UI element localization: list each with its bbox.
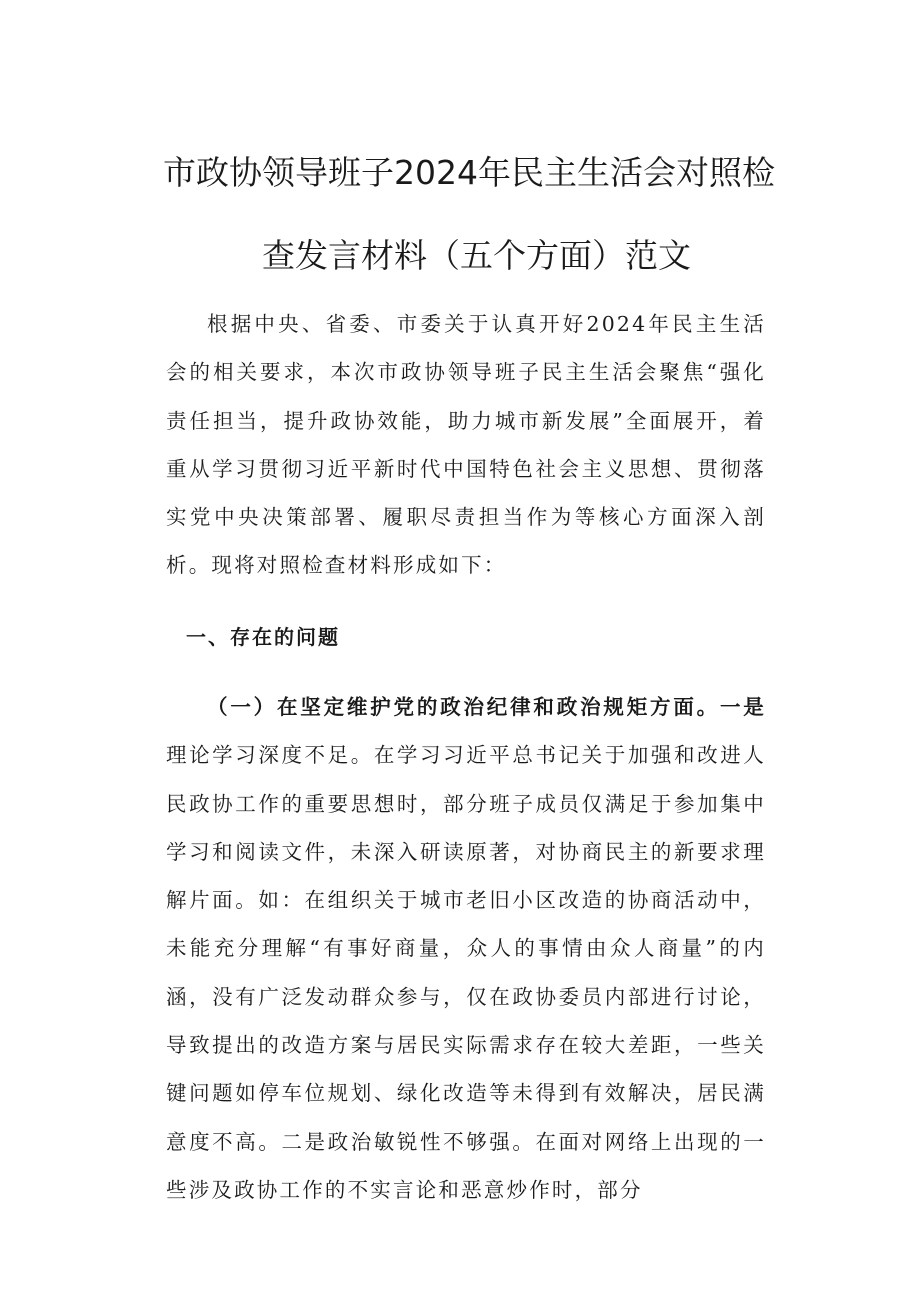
- paragraph-body-text: 理论学习深度不足。在学习习近平总书记关于加强和改进人民政协工作的重要思想时，部分班子成员仅满足于参加集中学习和阅读文件，未深入研读原著，对协商民主的新要求理解片面。如：在组织关于城市老旧小区改造的协商活动中，未能充分理解“有事好商量，众人的事情由众人商量”的内涵，没有广泛发动群众参与，仅在政协委员内部进行讨论，导致提出的改造方案与居民实际需求存在较大差距，一些关键问题如停车位规划、绿化改造等未得到有效解决，居民满意度不高。二是政治敏锐性不够强。在面对网络上出现的一些涉及政协工作的不实言论和恶意炒作时，部分: [166, 743, 766, 1202]
- intro-paragraph: 根据中央、省委、市委关于认真开好2024年民主生活会的相关要求，本次市政协领导班子民主生活会聚焦“强化责任担当，提升政协效能，助力城市新发展”全面展开，着重从学习贯彻习近平新时代中国特色社会主义思想、贯彻落实党中央决策部署、履职尽责担当作为等核心方面深入剖析。现将对照检查材料形成如下：: [166, 312, 766, 578]
- section-heading-problems: 一、存在的问题: [186, 625, 340, 649]
- paragraph-political-discipline: [166, 683, 766, 1214]
- document-title-line-2: 查发言材料（五个方面）范文: [262, 236, 691, 275]
- document-title-line-1: 市政协领导班子2024年民主生活会对照检: [163, 153, 775, 192]
- paragraph-lead-heading: （一）在坚定维护党的政治纪律和政治规矩方面。一是: [207, 695, 766, 719]
